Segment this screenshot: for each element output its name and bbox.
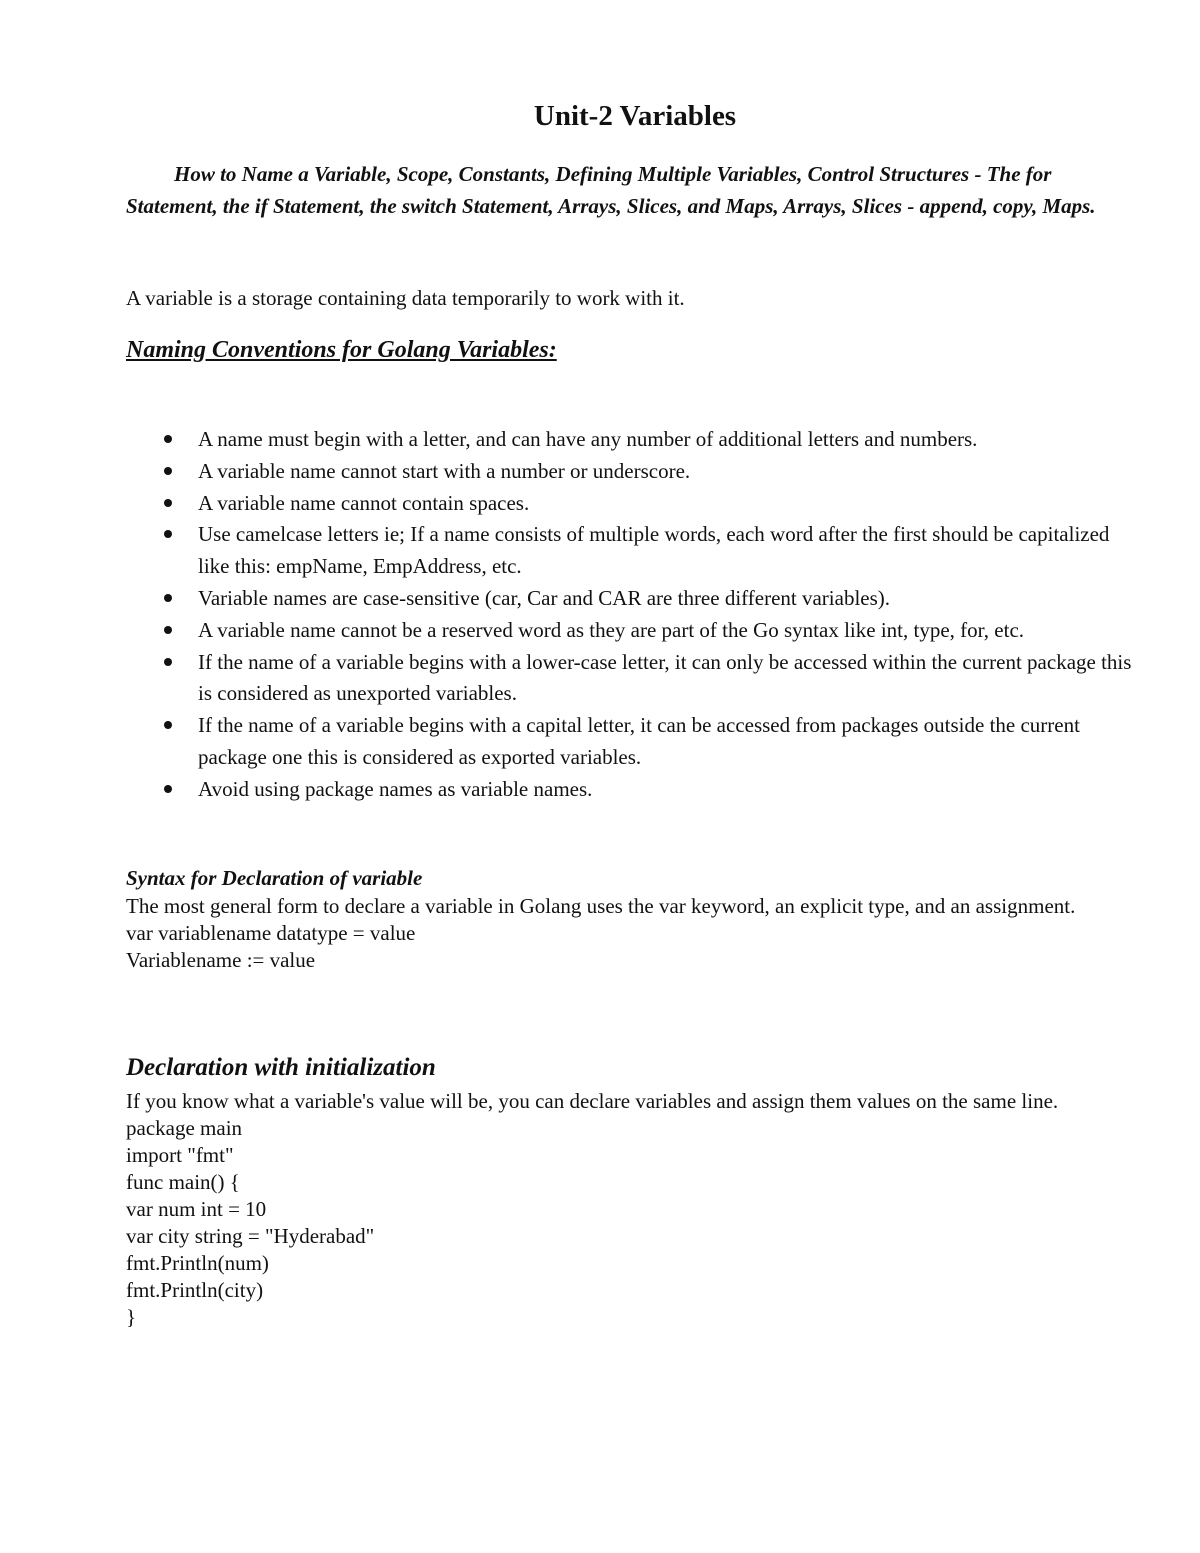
- code-line: package main: [126, 1116, 243, 1140]
- bullet-icon: [164, 594, 172, 602]
- declaration-description: If you know what a variable's value will be, you can declare variables and assign them values on the same line.: [126, 1089, 1059, 1113]
- list-item: [126, 488, 1136, 520]
- syntax-heading: Syntax for Declaration of variable: [126, 866, 423, 890]
- syntax-line: var variablename datatype = value: [126, 921, 416, 945]
- code-line: var city string = "Hyderabad": [126, 1224, 375, 1248]
- list-item-text: Use camelcase letters ie; If a name consists of multiple words, each word after the first should be capitalized like this: empName, EmpAddress, etc.: [198, 522, 1110, 579]
- list-item: [126, 710, 1136, 774]
- list-item-text: If the name of a variable begins with a capital letter, it can be accessed from packages outside the current package one this is considered as exported variables.: [198, 713, 1080, 769]
- variable-definition: A variable is a storage containing data temporarily to work with it.: [126, 286, 685, 310]
- list-item: [126, 774, 1136, 806]
- list-item-text: A variable name cannot be a reserved word as they are part of the Go syntax like int, type, for, etc.: [198, 617, 1025, 642]
- bullet-icon: [164, 435, 172, 443]
- list-item-text: If the name of a variable begins with a lower-case letter, it can only be accessed within the current package this is considered as unexported variables.: [198, 649, 1132, 706]
- naming-rules-list: [126, 424, 1136, 806]
- syntax-section: [126, 893, 1136, 974]
- code-line: import "fmt": [126, 1143, 234, 1167]
- bullet-icon: [164, 530, 172, 538]
- list-item-text: A name must begin with a letter, and can have any number of additional letters and numbers.: [198, 427, 978, 451]
- list-item: [126, 424, 1136, 456]
- syntax-description: The most general form to declare a variable in Golang uses the var keyword, an explicit type, and an assignment.: [126, 894, 1076, 918]
- code-line: fmt.Println(city): [126, 1278, 264, 1302]
- syntax-line: Variablename := value: [126, 948, 316, 972]
- list-item-text: Avoid using package names as variable names.: [198, 776, 593, 801]
- bullet-icon: [164, 721, 172, 729]
- bullet-icon: [164, 499, 172, 507]
- code-line: }: [126, 1305, 137, 1329]
- list-item: [126, 583, 1136, 615]
- bullet-icon: [164, 626, 172, 634]
- list-item: [126, 519, 1136, 583]
- list-item-text: Variable names are case-sensitive (car, Car and CAR are three different variables).: [198, 585, 891, 610]
- code-line: fmt.Println(num): [126, 1251, 269, 1275]
- bullet-icon: [164, 467, 172, 475]
- topics-intro: How to Name a Variable, Scope, Constants, Defining Multiple Variables, Control Structures - The for Statement, the if Statement, the switch Statement, Arrays, Slices, and Maps, Arrays, Slices - append, copy, Maps.: [126, 162, 1096, 218]
- list-item-text: A variable name cannot contain spaces.: [198, 490, 530, 515]
- declaration-section: [126, 1088, 1136, 1331]
- list-item: [126, 647, 1136, 711]
- list-item: [126, 615, 1136, 647]
- naming-conventions-heading: Naming Conventions for Golang Variables:: [126, 337, 557, 363]
- list-item: [126, 456, 1136, 488]
- bullet-icon: [164, 785, 172, 793]
- code-line: func main() {: [126, 1170, 240, 1194]
- bullet-icon: [164, 658, 172, 666]
- code-line: var num int = 10: [126, 1197, 267, 1221]
- page-title: Unit-2 Variables: [533, 100, 737, 132]
- declaration-heading: Declaration with initialization: [126, 1054, 436, 1081]
- list-item-text: A variable name cannot start with a number or underscore.: [198, 458, 691, 483]
